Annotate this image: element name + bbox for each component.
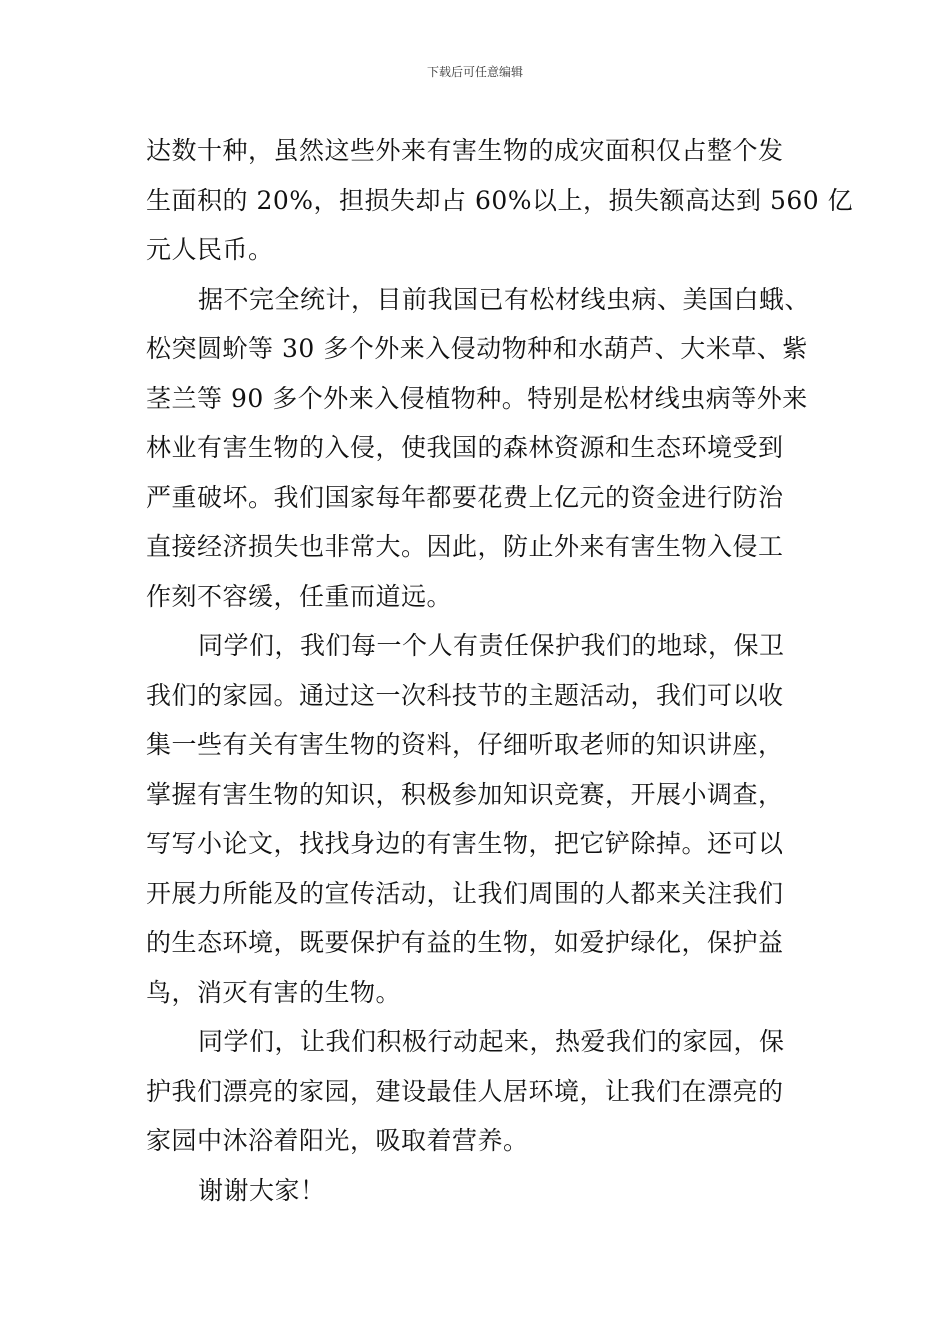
paragraph <box>146 621 846 1017</box>
page-header-note: 下载后可任意编辑 <box>426 65 523 79</box>
text-line: 茎兰等 90 多个外来入侵植物种。特别是松材线虫病等外来 <box>146 383 808 413</box>
text-line: 集一些有关有害生物的资料，仔细听取老师的知识讲座， <box>146 730 784 759</box>
paragraph <box>146 1166 846 1216</box>
text-line: 同学们，我们每一个人有责任保护我们的地球，保卫 <box>198 631 785 660</box>
text-line: 严重破坏。我们国家每年都要花费上亿元的资金进行防治 <box>146 482 784 512</box>
text-line: 护我们漂亮的家园，建设最佳人居环境，让我们在漂亮的 <box>146 1076 784 1106</box>
text-line: 家园中沐浴着阳光，吸取着营养。 <box>146 1126 529 1155</box>
document-body <box>146 126 854 1215</box>
paragraph <box>146 275 846 622</box>
text-line: 松突圆蚧等 30 多个外来入侵动物种和水葫芦、大米草、紫 <box>146 334 808 363</box>
text-line: 鸟，消灭有害的生物。 <box>146 977 402 1007</box>
text-line: 同学们，让我们积极行动起来，热爱我们的家园，保 <box>198 1027 785 1056</box>
text-line: 达数十种，虽然这些外来有害生物的成灾面积仅占整个发 <box>146 136 784 165</box>
text-line: 掌握有害生物的知识，积极参加知识竞赛，开展小调查， <box>146 779 784 809</box>
text-line: 谢谢大家！ <box>198 1175 326 1205</box>
text-line: 元人民币。 <box>146 235 274 264</box>
text-line: 作刻不容缓，任重而道远。 <box>146 581 453 611</box>
paragraph <box>146 126 854 275</box>
text-line: 林业有害生物的入侵，使我国的森林资源和生态环境受到 <box>146 433 784 462</box>
text-line: 直接经济损失也非常大。因此，防止外来有害生物入侵工 <box>146 532 784 561</box>
text-line: 生面积的 20%，担损失却占 60%以上，损失额高达到 560 亿 <box>146 185 854 215</box>
text-line: 据不完全统计，目前我国已有松材线虫病、美国白蛾、 <box>198 284 811 314</box>
text-line: 写写小论文，找找身边的有害生物，把它铲除掉。还可以 <box>146 829 784 858</box>
paragraph <box>146 1017 846 1166</box>
text-line: 开展力所能及的宣传活动，让我们周围的人都来关注我们 <box>146 878 784 908</box>
text-line: 的生态环境，既要保护有益的生物，如爱护绿化，保护益 <box>146 928 784 957</box>
text-line: 我们的家园。通过这一次科技节的主题活动，我们可以收 <box>146 680 784 710</box>
